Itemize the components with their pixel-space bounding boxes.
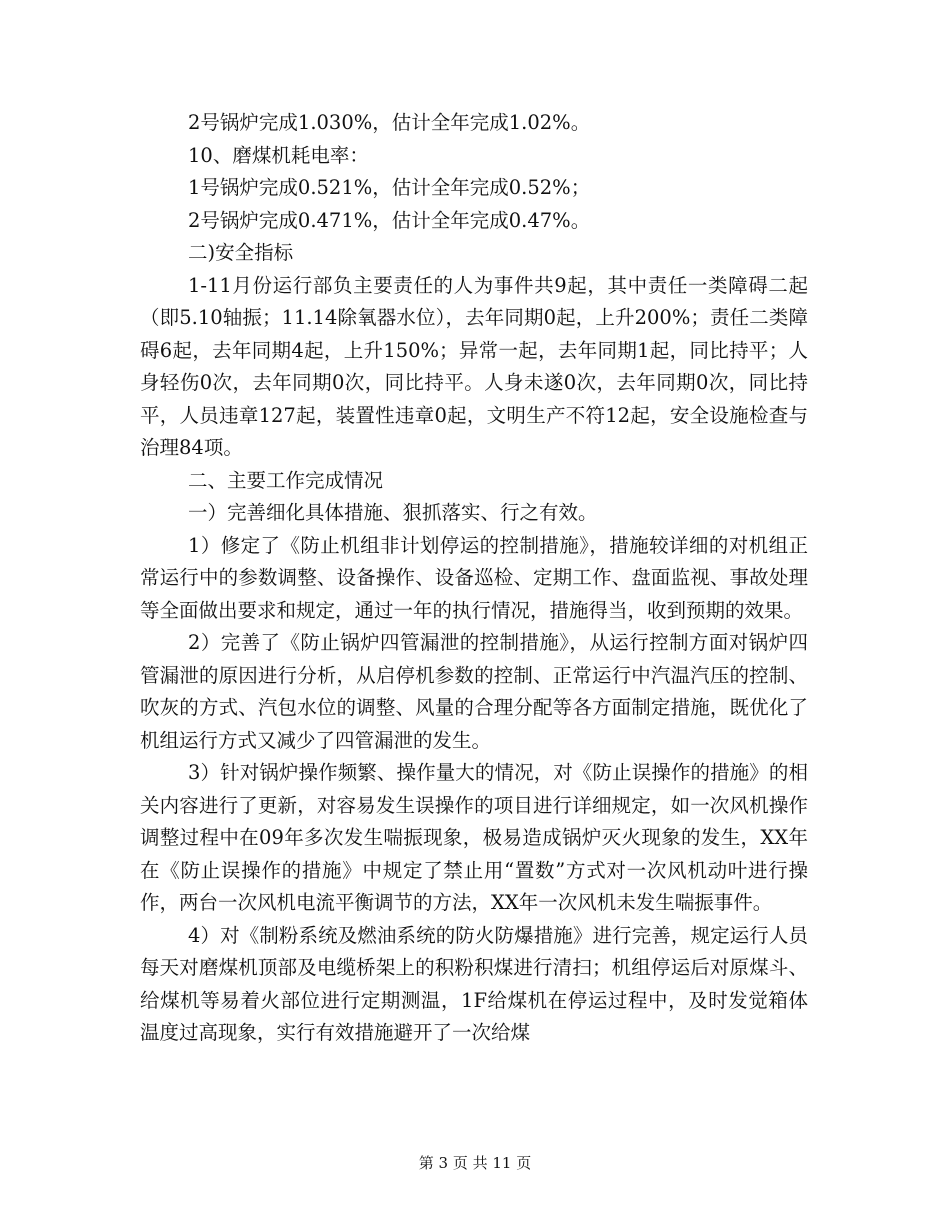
paragraph-item-2: 2）完善了《防止锅炉四管漏泄的控制措施》，从运行控制方面对锅炉四管漏泄的原因进行分析，从启停机参数的控制、正常运行中汽温汽压的控制、吹灰的方式、汽包水位的调整、风量的合理分配等各方面制定措施，既优化了机组运行方式又减少了四管漏泄的发生。 <box>140 631 808 752</box>
paragraph-item-3: 3）针对锅炉操作频繁、操作量大的情况，对《防止误操作的措施》的相关内容进行了更新，对容易发生误操作的项目进行详细规定，如一次风机操作调整过程中在09年多次发生喘振现象，极易造成锅炉灭火现象的发生，XX年在《防止误操作的措施》中规定了禁止用“置数”方式对一次风机动叶进行操作，两台一次风机电流平衡调节的方法，XX年一次风机未发生喘振事件。 <box>140 761 808 914</box>
paragraph-boiler1-mill: 1号锅炉完成0.521%，估计全年完成0.52%； <box>188 176 591 199</box>
paragraph-boiler2-mill: 2号锅炉完成0.471%，估计全年完成0.47%。 <box>188 208 591 232</box>
paragraph-safety-events: 1-11月份运行部负主要责任的人为事件共9起，其中责任一类障碍二起（即5.10轴振；11.14除氧器水位），去年同期0起，上升200%；责任二类障碍6起，去年同期4起，上升150%；异常一起，去年同期1起，同比持平；人身轻伤0次，去年同期0次，同比持平。人身未遂0次，去年同期0次，同比持平，人员违章127起，装置性违章0起，文明生产不符12起，安全设施检查与治理84项。 <box>140 273 808 459</box>
paragraph-mill-power-heading: 10、磨煤机耗电率： <box>188 143 369 167</box>
document-body <box>140 107 808 1050</box>
paragraph-boiler2-rate: 2号锅炉完成1.030%，估计全年完成1.02%。 <box>188 111 591 134</box>
section-heading-safety: 二)安全指标 <box>188 241 294 264</box>
subsection-heading-measures: 一）完善细化具体措施、狠抓落实、行之有效。 <box>188 501 598 524</box>
section-heading-main-work: 二、主要工作完成情况 <box>188 468 384 492</box>
page-footer <box>0 1153 950 1173</box>
page-number: 第 3 页 共 11 页 <box>418 1154 532 1172</box>
paragraph-item-1: 1）修定了《防止机组非计划停运的控制措施》，措施较详细的对机组正常运行中的参数调整、设备操作、设备巡检、定期工作、盘面监视、事故处理等全面做出要求和规定，通过一年的执行情况，措施得当，收到预期的效果。 <box>140 533 808 622</box>
paragraph-item-4: 4）对《制粉系统及燃油系统的防火防爆措施》进行完善，规定运行人员每天对磨煤机顶部及电缆桥架上的积粉积煤进行清扫；机组停运后对原煤斗、给煤机等易着火部位进行定期测温，1F给煤机在停运过程中，及时发觉箱体温度过高现象，实行有效措施避开了一次给煤 <box>140 923 808 1044</box>
